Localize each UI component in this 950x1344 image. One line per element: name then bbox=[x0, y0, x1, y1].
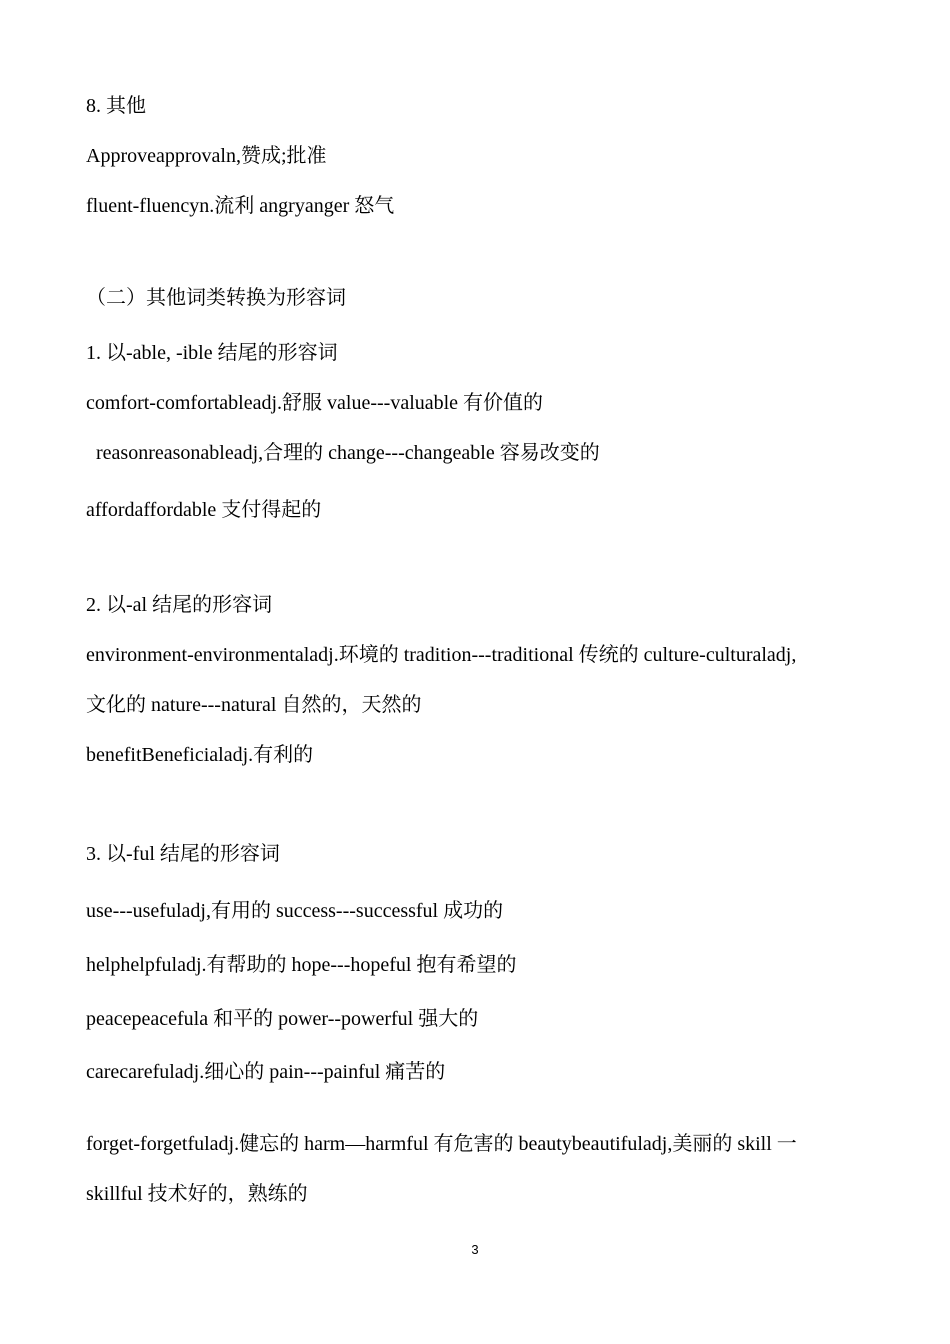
part-2-heading: （二）其他词类转换为形容词 bbox=[86, 287, 346, 309]
subsection-3-heading: 3. 以-ful 结尾的形容词 bbox=[86, 843, 280, 865]
section-8-heading: 8. 其他 bbox=[86, 95, 146, 117]
section-8-line-2: fluent-fluencyn.流利 angryanger 怒气 bbox=[86, 195, 395, 217]
subsection-1-heading: 1. 以-able, -ible 结尾的形容词 bbox=[86, 342, 338, 364]
subsection-3-line-1: use---usefuladj,有用的 success---successful 成功的 bbox=[86, 900, 504, 922]
subsection-3-line-3: peacepeacefula 和平的 power--powerful 强大的 bbox=[86, 1008, 479, 1030]
page-number: 3 bbox=[471, 1242, 479, 1257]
subsection-2-line-1: environment-environmentaladj.环境的 tradition---traditional 传统的 culture-culturaladj, bbox=[86, 644, 797, 666]
subsection-2-line-3: benefitBeneficialadj.有利的 bbox=[86, 744, 314, 766]
subsection-3-line-2: helphelpfuladj.有帮助的 hope---hopeful 抱有希望的 bbox=[86, 954, 517, 976]
subsection-3-line-4: carecarefuladj.细心的 pain---painful 痛苦的 bbox=[86, 1061, 446, 1083]
subsection-2-heading: 2. 以-al 结尾的形容词 bbox=[86, 594, 273, 616]
section-8-line-1: Approveapprovaln,赞成;批准 bbox=[86, 145, 327, 167]
subsection-1-line-2: reasonreasonableadj,合理的 change---changeable 容易改变的 bbox=[86, 442, 600, 464]
subsection-1-line-3: affordaffordable 支付得起的 bbox=[86, 499, 322, 521]
subsection-1-line-1: comfort-comfortableadj.舒服 value---valuable 有价值的 bbox=[86, 392, 544, 414]
subsection-3-line-6: skillful 技术好的，熟练的 bbox=[86, 1183, 308, 1205]
subsection-2-line-2: 文化的 nature---natural 自然的，天然的 bbox=[86, 694, 422, 716]
subsection-3-line-5: forget-forgetfuladj.健忘的 harm—harmful 有危害的 beautybeautifuladj,美丽的 skill 一 bbox=[86, 1133, 797, 1155]
